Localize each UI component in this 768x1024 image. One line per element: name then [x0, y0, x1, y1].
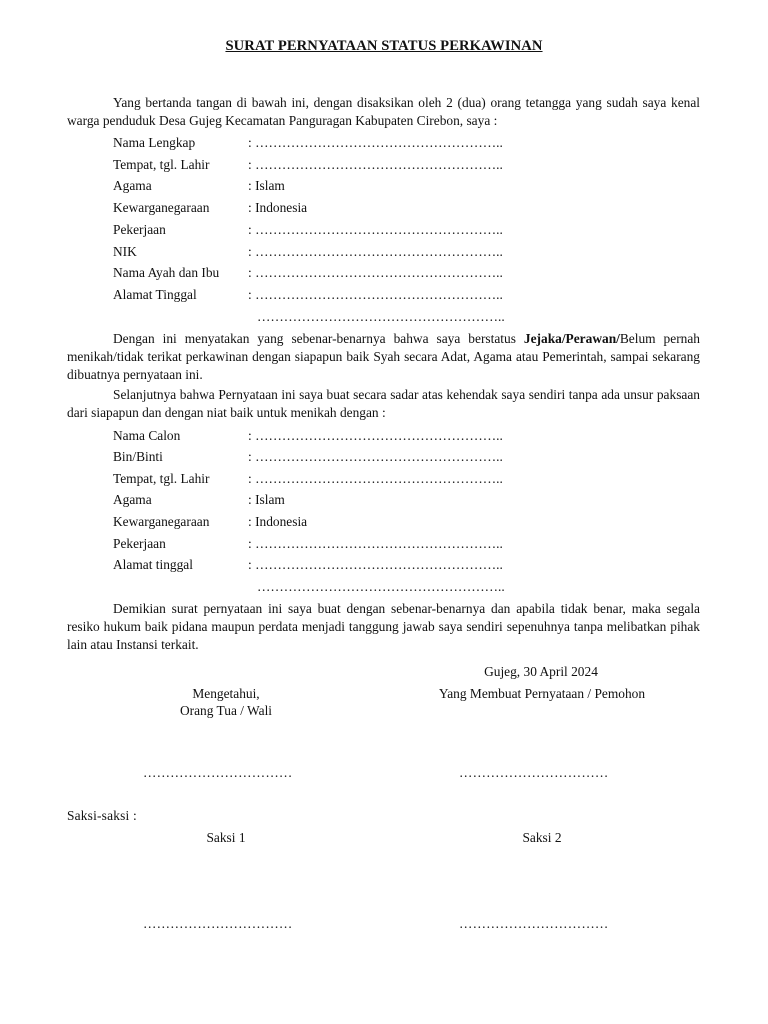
field-value: : Islam: [248, 178, 285, 193]
place-date: Gujeg, 30 April 2024: [484, 664, 598, 679]
witness-1-label: Saksi 1: [206, 830, 246, 845]
applicant-signature-line: ……………………………: [459, 765, 609, 780]
field-agama: [113, 176, 673, 196]
field-label: Pekerjaan: [113, 222, 166, 237]
field-bin-binti: [113, 447, 673, 467]
parent-guardian-label: Orang Tua / Wali: [179, 703, 273, 718]
address-continuation-line: ………………………………………………..: [257, 309, 505, 324]
field-label: NIK: [113, 244, 137, 259]
field-partner-pekerjaan: [113, 534, 673, 554]
field-value: : ………………………………………………..: [248, 428, 503, 443]
field-nik: [113, 242, 673, 262]
field-label: Agama: [113, 492, 152, 507]
field-partner-kewarganegaraan: [113, 512, 673, 532]
field-value: : ………………………………………………..: [248, 557, 503, 572]
field-label: Tempat, tgl. Lahir: [113, 157, 210, 172]
statement-paragraph: [67, 330, 700, 384]
field-nama-ayah-ibu: [113, 263, 673, 283]
partner-address-continuation-line: ………………………………………………..: [257, 579, 505, 594]
field-value: : Indonesia: [248, 514, 308, 529]
field-label: Tempat, tgl. Lahir: [113, 471, 210, 486]
field-value: : ………………………………………………..: [248, 536, 503, 551]
witness-2-label: Saksi 2: [522, 830, 562, 845]
field-label: Nama Calon: [113, 428, 181, 443]
field-value: : ………………………………………………..: [248, 287, 503, 302]
field-value: : ………………………………………………..: [248, 471, 503, 486]
field-value: : ………………………………………………..: [248, 222, 503, 237]
field-partner-alamat-tinggal: [113, 555, 673, 575]
field-partner-tempat-tgl-lahir: [113, 469, 673, 489]
field-label: Kewarganegaraan: [113, 200, 210, 215]
right-signature-caption: Yang Membuat Pernyataan / Pemohon: [438, 686, 646, 701]
status-bold-text: Jejaka/Perawan/: [523, 331, 620, 346]
field-label: Alamat tinggal: [113, 557, 193, 572]
witnesses-label: Saksi-saksi :: [67, 808, 137, 823]
field-value: : Indonesia: [248, 200, 308, 215]
document-title: SURAT PERNYATAAN STATUS PERKAWINAN: [225, 38, 543, 54]
field-partner-agama: [113, 490, 673, 510]
field-value: : Islam: [248, 492, 285, 507]
field-value: : ………………………………………………..: [248, 135, 503, 150]
field-label: Alamat Tinggal: [113, 287, 197, 302]
field-label: Nama Lengkap: [113, 135, 196, 150]
field-tempat-tgl-lahir: [113, 155, 673, 175]
left-signature-caption: [126, 685, 326, 719]
field-label: Kewarganegaraan: [113, 514, 210, 529]
field-value: : ………………………………………………..: [248, 244, 503, 259]
witness-1-signature-line: ……………………………: [143, 916, 293, 931]
field-nama-lengkap: [113, 133, 673, 153]
field-value: : ………………………………………………..: [248, 449, 503, 464]
parent-signature-line: ……………………………: [143, 765, 293, 780]
field-alamat-tinggal: [113, 285, 673, 305]
witness-2-signature-line: ……………………………: [459, 916, 609, 931]
field-label: Agama: [113, 178, 152, 193]
field-label: Nama Ayah dan Ibu: [113, 265, 220, 280]
intro-paragraph: Yang bertanda tangan di bawah ini, dengan disaksikan oleh 2 (dua) orang tetangga yang sudah saya kenal warga penduduk Desa Gujeg Kecamatan Panguragan Kabupaten Cirebon, saya :: [67, 95, 700, 128]
field-value: : ………………………………………………..: [248, 157, 503, 172]
field-label: Bin/Binti: [113, 449, 163, 464]
field-pekerjaan: [113, 220, 673, 240]
acknowledged-label: Mengetahui,: [192, 686, 260, 701]
field-value: : ………………………………………………..: [248, 265, 503, 280]
field-label: Pekerjaan: [113, 536, 166, 551]
field-kewarganegaraan: [113, 198, 673, 218]
continuation-paragraph: Selanjutnya bahwa Pernyataan ini saya buat secara sadar atas kehendak saya sendiri tanpa ada unsur paksaan dari siapapun dan dengan niat baik untuk menikah dengan :: [67, 387, 700, 420]
statement-text-cont: Belum pernah menikah/tidak terikat perkawinan dengan siapapun baik Syah secara Adat, Agama atau Pemerintah, sampai sekarang dibuatnya pernyataan ini.: [67, 331, 700, 382]
statement-text: Dengan ini menyatakan yang sebenar-benarnya bahwa saya berstatus: [113, 331, 524, 346]
closing-paragraph: Demikian surat pernyataan ini saya buat dengan sebenar-benarnya dan apabila tidak benar, maka segala resiko hukum baik pidana maupun perdata menjadi tanggung jawab saya sendiri sepenuhnya tanpa melibatkan pihak lain atau Instansi terkait.: [67, 601, 700, 652]
field-nama-calon: [113, 426, 673, 446]
